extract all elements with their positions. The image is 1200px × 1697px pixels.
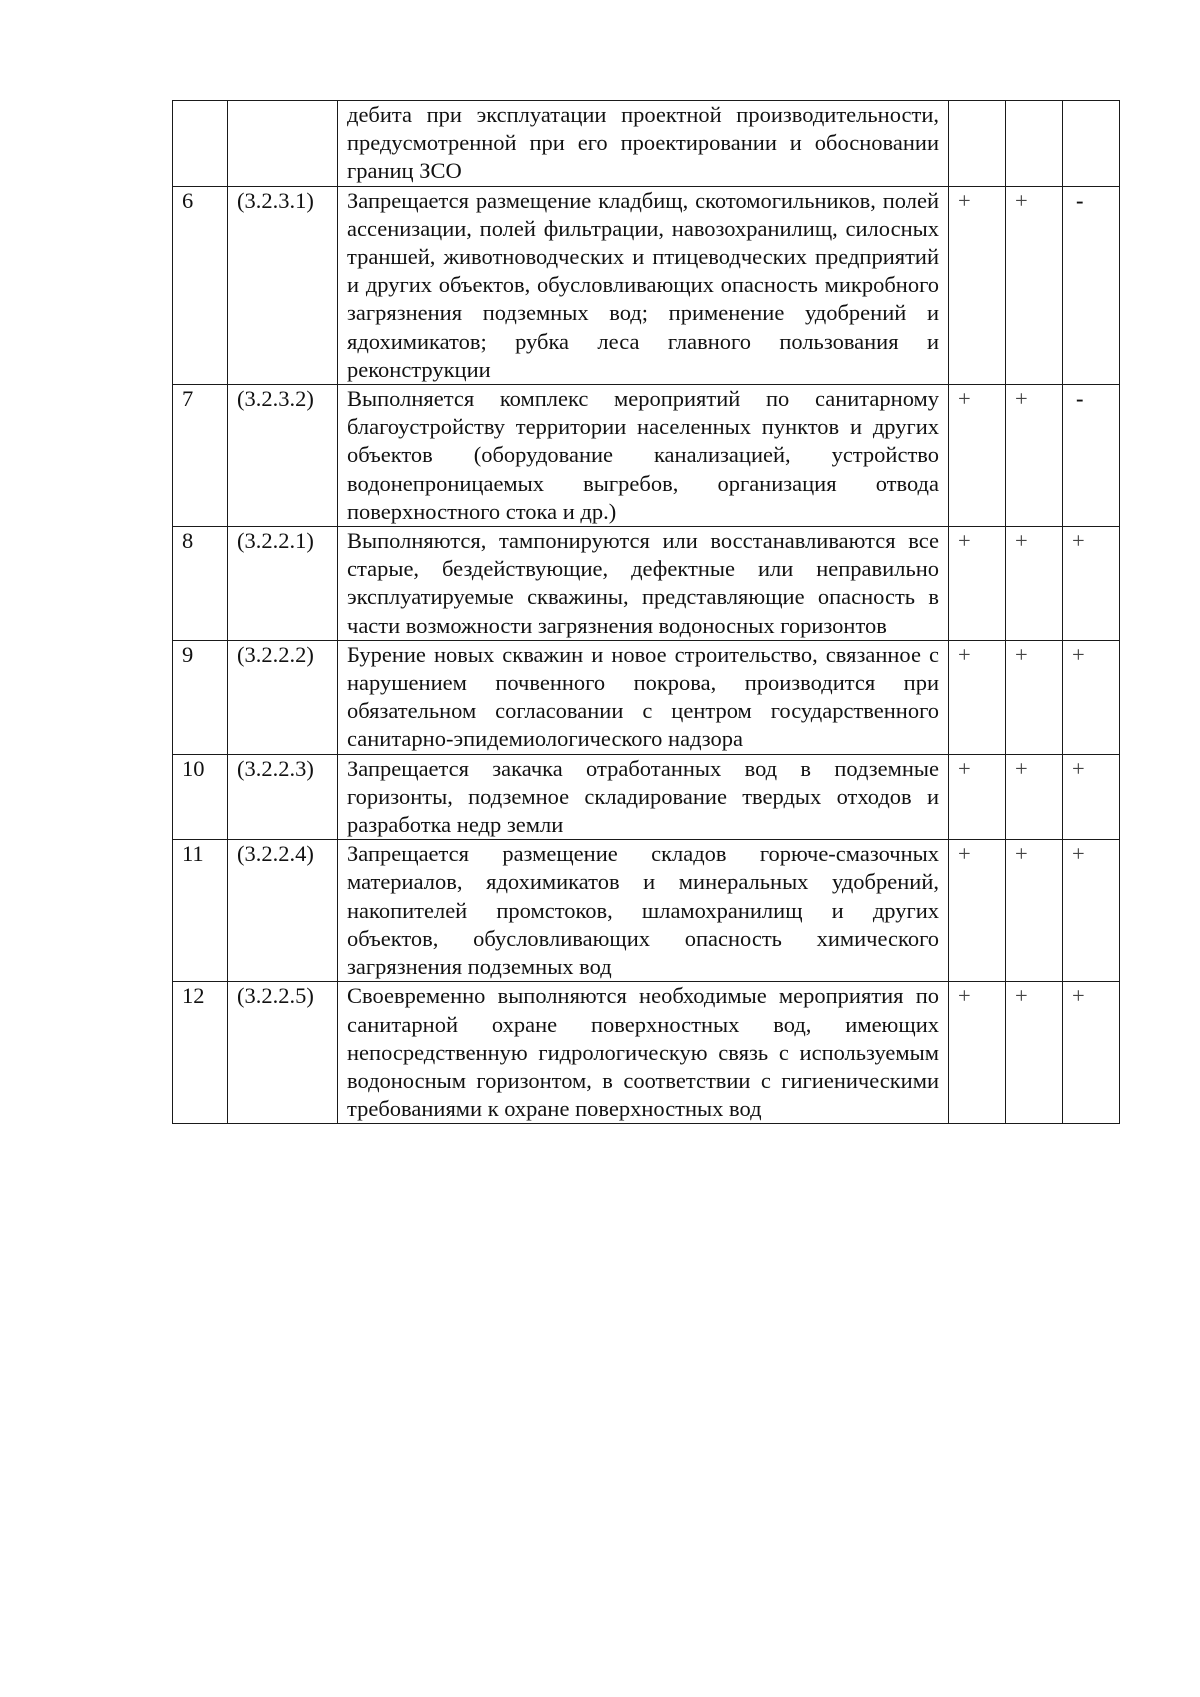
table-row	[173, 186, 1120, 384]
table-row	[173, 982, 1120, 1124]
row-mark-3: +	[1063, 982, 1120, 1124]
row-requirement-text: Бурение новых скважин и новое строительство, связанное с нарушением почвенного покрова, производится при обязательном согласовании с центром государственного санитарно-эпидемиологического надзора	[338, 640, 949, 754]
row-mark-2: +	[1006, 640, 1063, 754]
row-reference: (3.2.3.2)	[228, 385, 338, 527]
table-row	[173, 385, 1120, 527]
table-row	[173, 640, 1120, 754]
row-mark-2: +	[1006, 385, 1063, 527]
row-mark-3: -	[1063, 385, 1120, 527]
row-mark-3: +	[1063, 527, 1120, 641]
table-row	[173, 840, 1120, 982]
row-requirement-text: Запрещается размещение складов горюче-смазочных материалов, ядохимикатов и минеральных удобрений, накопителей промстоков, шламохранилищ и других объектов, обусловливающих опасность химического загрязнения подземных вод	[338, 840, 949, 982]
row-reference: (3.2.2.5)	[228, 982, 338, 1124]
row-reference: (3.2.2.2)	[228, 640, 338, 754]
row-requirement-text: Своевременно выполняются необходимые мероприятия по санитарной охране поверхностных вод, имеющих непосредственную гидрологическую связь с используемым водоносным горизонтом, в соответствии с гигиеническими требованиями к охране поверхностных вод	[338, 982, 949, 1124]
row-mark-1	[949, 101, 1006, 187]
row-mark-3: +	[1063, 840, 1120, 982]
row-mark-2: +	[1006, 982, 1063, 1124]
row-mark-1: +	[949, 527, 1006, 641]
row-mark-3: +	[1063, 754, 1120, 840]
row-mark-2: +	[1006, 527, 1063, 641]
row-mark-3: +	[1063, 640, 1120, 754]
table-row	[173, 527, 1120, 641]
row-number: 6	[173, 186, 228, 384]
row-number	[173, 101, 228, 187]
row-reference: (3.2.3.1)	[228, 186, 338, 384]
row-number: 12	[173, 982, 228, 1124]
row-mark-3	[1063, 101, 1120, 187]
row-mark-1: +	[949, 982, 1006, 1124]
row-mark-2: +	[1006, 754, 1063, 840]
row-requirement-text: Выполняются, тампонируются или восстанавливаются все старые, бездействующие, дефектные или неправильно эксплуатируемые скважины, представляющие опасность в части возможности загрязнения водоносных горизонтов	[338, 527, 949, 641]
row-reference: (3.2.2.1)	[228, 527, 338, 641]
row-number: 10	[173, 754, 228, 840]
row-reference: (3.2.2.4)	[228, 840, 338, 982]
row-mark-1: +	[949, 754, 1006, 840]
row-requirement-text: дебита при эксплуатации проектной производительности, предусмотренной при его проектировании и обосновании границ ЗСО	[338, 101, 949, 187]
row-reference	[228, 101, 338, 187]
table-row	[173, 101, 1120, 187]
row-requirement-text: Запрещается размещение кладбищ, скотомогильников, полей ассенизации, полей фильтрации, навозохранилищ, силосных траншей, животноводческих и птицеводческих предприятий и других объектов, обусловливающих опасность микробного загрязнения подземных вод; применение удобрений и ядохимикатов; рубка леса главного пользования и реконструкции	[338, 186, 949, 384]
row-mark-1: +	[949, 385, 1006, 527]
row-mark-1: +	[949, 640, 1006, 754]
row-requirement-text: Выполняется комплекс мероприятий по санитарному благоустройству территории населенных пунктов и других объектов (оборудование канализацией, устройство водонепроницаемых выгребов, организация отвода поверхностного стока и др.)	[338, 385, 949, 527]
row-mark-1: +	[949, 186, 1006, 384]
requirements-table	[172, 100, 1120, 1124]
row-number: 8	[173, 527, 228, 641]
row-reference: (3.2.2.3)	[228, 754, 338, 840]
row-mark-3: -	[1063, 186, 1120, 384]
row-mark-2: +	[1006, 186, 1063, 384]
row-mark-1: +	[949, 840, 1006, 982]
row-mark-2: +	[1006, 840, 1063, 982]
row-number: 7	[173, 385, 228, 527]
table-row	[173, 754, 1120, 840]
row-requirement-text: Запрещается закачка отработанных вод в подземные горизонты, подземное складирование твердых отходов и разработка недр земли	[338, 754, 949, 840]
row-number: 11	[173, 840, 228, 982]
row-number: 9	[173, 640, 228, 754]
row-mark-2	[1006, 101, 1063, 187]
document-page	[172, 100, 1120, 1124]
